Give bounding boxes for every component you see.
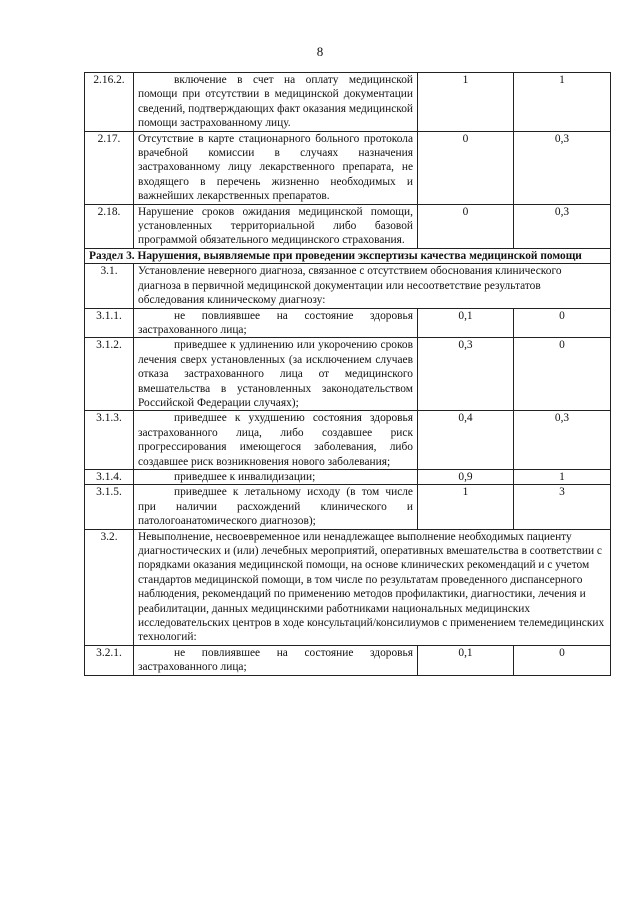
- coefficient-value-1: 0,9: [418, 469, 514, 484]
- item-description: приведшее к удлинению или укорочению сроков лечения сверх установленных (за исключением случаев отказа застрахованного лица от медицинского вмешательства в установленных законодательством Российской Федерации случаях);: [134, 338, 418, 411]
- table-row: [85, 529, 611, 645]
- table-row: [85, 469, 611, 484]
- table-row: [85, 338, 611, 411]
- table-row: [85, 308, 611, 338]
- coefficient-value-1: 0: [418, 131, 514, 204]
- table-row: [85, 264, 611, 308]
- section-title: Раздел 3. Нарушения, выявляемые при проведении экспертизы качества медицинской помощи: [85, 248, 611, 263]
- table-row: [85, 411, 611, 470]
- coefficient-value-1: 1: [418, 73, 514, 132]
- coefficient-value-2: 1: [514, 469, 611, 484]
- coefficient-value-2: 0: [514, 645, 611, 675]
- item-description: приведшее к инвалидизации;: [134, 469, 418, 484]
- table-row: [85, 645, 611, 675]
- item-number: 3.1.2.: [85, 338, 134, 411]
- item-description: Установление неверного диагноза, связанное с отсутствием обоснования клинического диагноза в первичной медицинской документации или несоответствие результатов обследования клиническому диагнозу:: [134, 264, 611, 308]
- item-number: 3.1.5.: [85, 485, 134, 529]
- table-row: [85, 204, 611, 248]
- table-row: [85, 73, 611, 132]
- coefficient-value-2: 1: [514, 73, 611, 132]
- item-number: 3.1.3.: [85, 411, 134, 470]
- item-description: приведшее к летальному исходу (в том числе при наличии расхождений клинического и патологоанатомического диагнозов);: [134, 485, 418, 529]
- table-row: [85, 131, 611, 204]
- coefficient-value-1: 0,1: [418, 308, 514, 338]
- item-number: 3.1.4.: [85, 469, 134, 484]
- table-row: [85, 485, 611, 529]
- item-number: 3.1.: [85, 264, 134, 308]
- coefficient-value-2: 0: [514, 338, 611, 411]
- coefficient-value-2: 0: [514, 308, 611, 338]
- item-description: не повлиявшее на состояние здоровья застрахованного лица;: [134, 308, 418, 338]
- item-description: приведшее к ухудшению состояния здоровья застрахованного лица, либо создавшее риск прогрессирования имеющегося заболевания, либо создавшее риск возникновения нового заболевания;: [134, 411, 418, 470]
- coefficient-value-2: 0,3: [514, 131, 611, 204]
- section-header-row: [85, 248, 611, 263]
- item-number: 2.18.: [85, 204, 134, 248]
- coefficient-value-2: 0,3: [514, 411, 611, 470]
- item-description: включение в счет на оплату медицинской помощи при отсутствии в медицинской документации сведений, подтверждающих факт оказания медицинской помощи застрахованному лицу.: [134, 73, 418, 132]
- page-number: 8: [316, 44, 324, 59]
- coefficient-value-1: 0,1: [418, 645, 514, 675]
- coefficient-value-1: 0,3: [418, 338, 514, 411]
- item-description: не повлиявшее на состояние здоровья застрахованного лица;: [134, 645, 418, 675]
- item-description: Невыполнение, несвоевременное или ненадлежащее выполнение необходимых пациенту диагностических и (или) лечебных мероприятий, оперативных вмешательства в соответствии с порядками оказания медицинской помощи, на основе клинических рекомендаций и с учетом стандартов медицинской помощи, в том числе по результатам проведенного диспансерного наблюдения, рекомендаций по применению методов профилактики, диагностики, лечения и реабилитации, данных медицинскими работниками национальных медицинских исследовательских центров в ходе консультаций/консилиумов с применением телемедицинских технологий:: [134, 529, 611, 645]
- coefficient-value-2: 0,3: [514, 204, 611, 248]
- item-description: Отсутствие в карте стационарного больного протокола врачебной комиссии в случаях назначения застрахованному лицу лекарственного препарата, не входящего в перечень жизненно необходимых и важнейших лекарственных препаратов.: [134, 131, 418, 204]
- item-description: Нарушение сроков ожидания медицинской помощи, установленных территориальной либо базовой программой обязательного медицинского страхования.: [134, 204, 418, 248]
- violations-table: [84, 72, 611, 676]
- item-number: 2.16.2.: [85, 73, 134, 132]
- coefficient-value-2: 3: [514, 485, 611, 529]
- item-number: 2.17.: [85, 131, 134, 204]
- coefficient-value-1: 0: [418, 204, 514, 248]
- item-number: 3.2.1.: [85, 645, 134, 675]
- coefficient-value-1: 1: [418, 485, 514, 529]
- item-number: 3.1.1.: [85, 308, 134, 338]
- coefficient-value-1: 0,4: [418, 411, 514, 470]
- item-number: 3.2.: [85, 529, 134, 645]
